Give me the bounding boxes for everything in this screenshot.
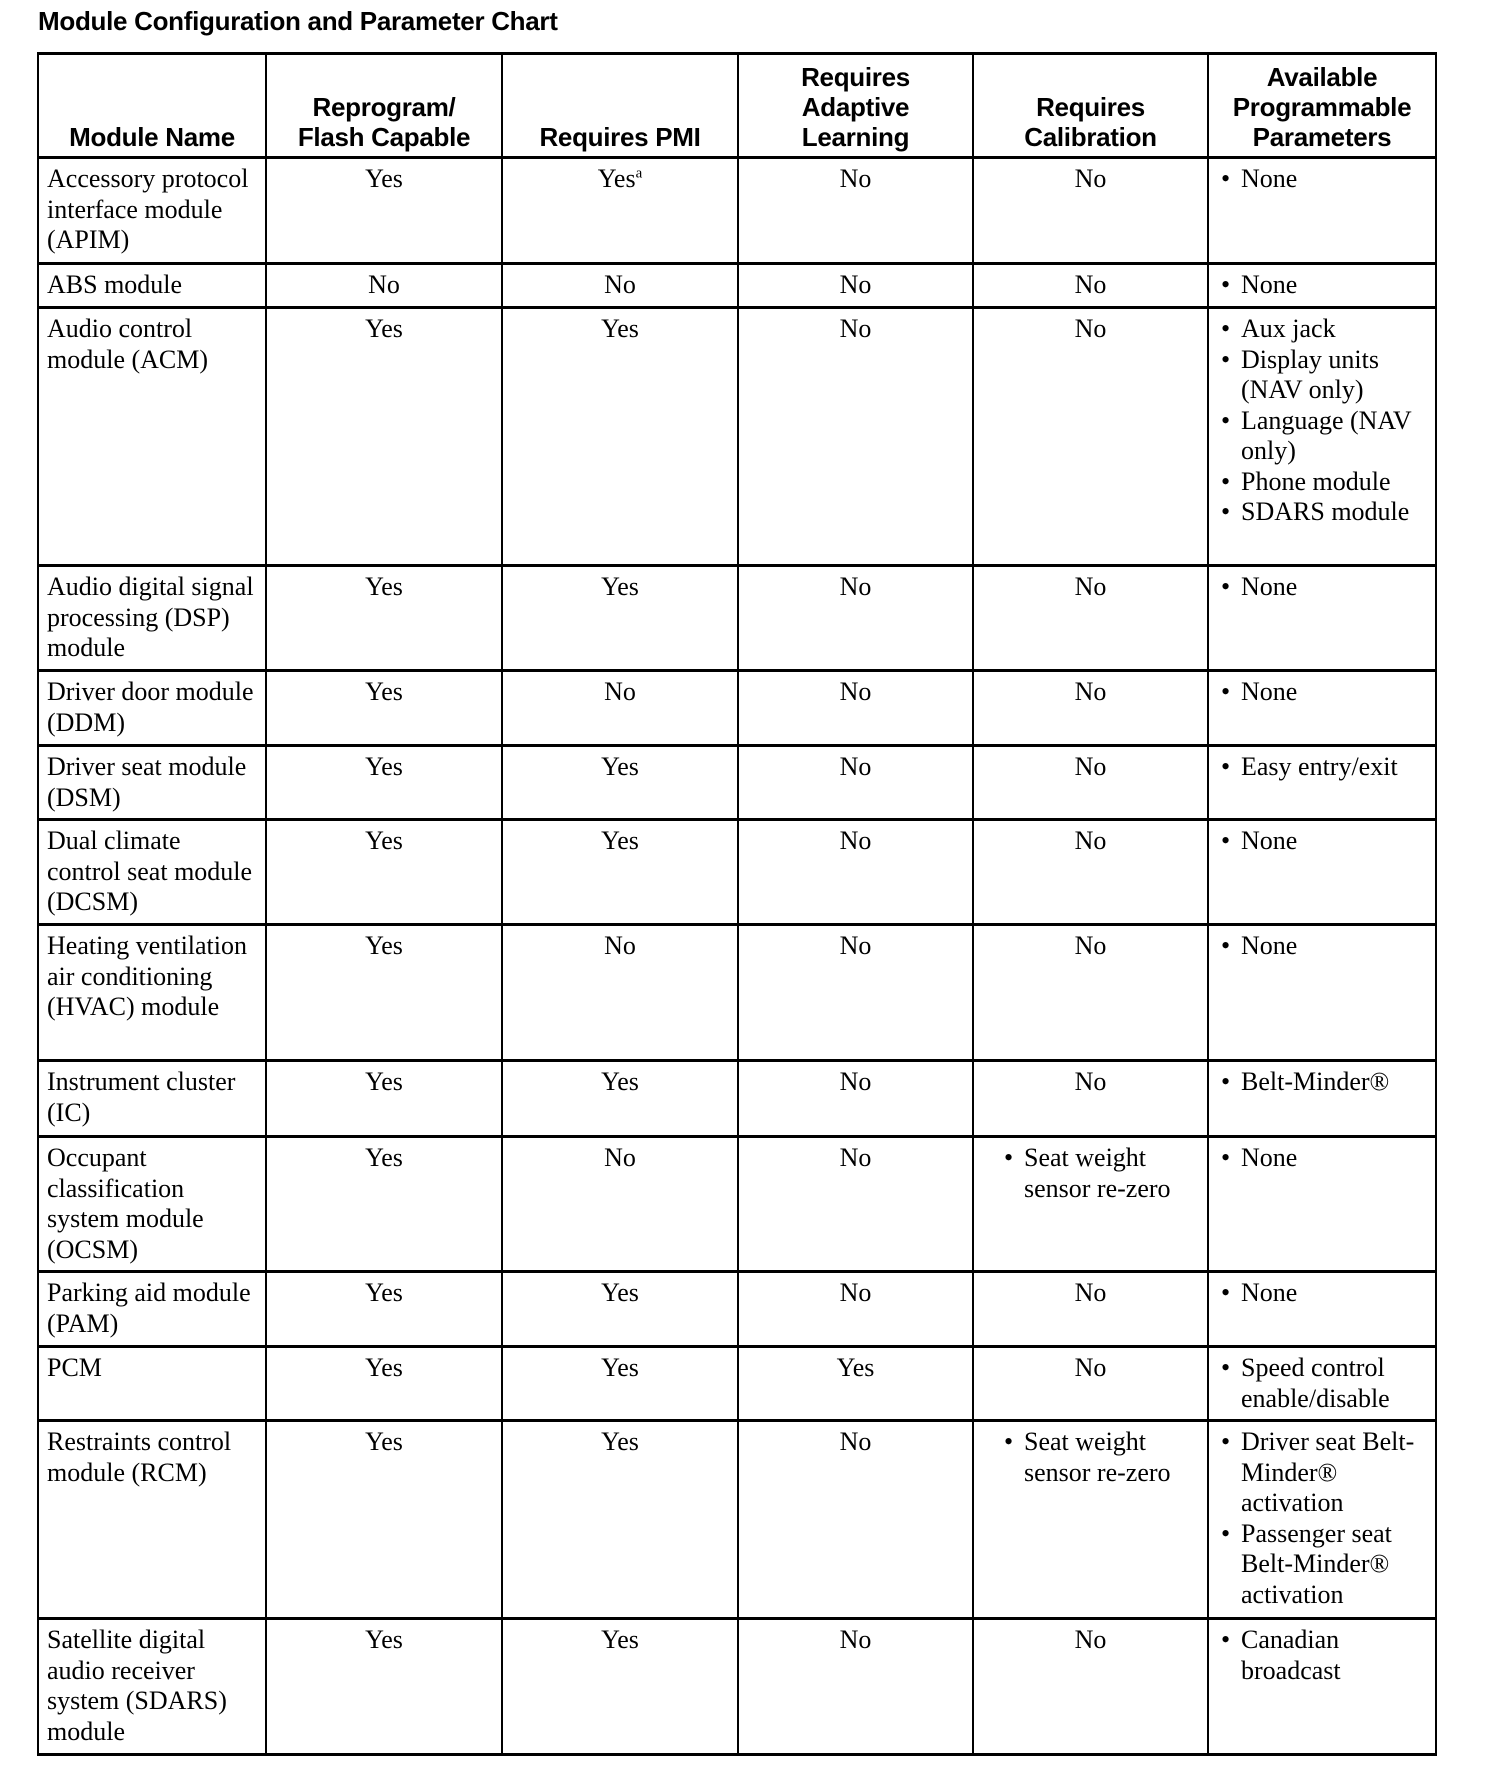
- table-row: [38, 1061, 1436, 1137]
- calibration-list: [1000, 1143, 1199, 1204]
- adaptive-learning-cell: No: [738, 1272, 973, 1347]
- parameter-item: • None: [1217, 931, 1427, 962]
- flash-capable-cell: Yes: [266, 925, 502, 1061]
- requires-pmi-cell: [502, 1137, 738, 1272]
- requires-pmi-cell: [502, 308, 738, 566]
- parameters-cell: [1208, 1421, 1436, 1619]
- table-row: [38, 1347, 1436, 1421]
- parameters-cell: [1208, 1347, 1436, 1421]
- header-adaptive-learning: Requires Adaptive Learning: [738, 54, 973, 158]
- table-row: [38, 1619, 1436, 1755]
- parameter-item: • None: [1217, 826, 1427, 857]
- flash-capable-cell: Yes: [266, 158, 502, 264]
- parameters-list: [1217, 1625, 1427, 1686]
- table-row: [38, 820, 1436, 925]
- adaptive-learning-cell: Yes: [738, 1347, 973, 1421]
- table-row: [38, 1272, 1436, 1347]
- parameters-cell: [1208, 820, 1436, 925]
- requires-pmi-value: Yes: [601, 826, 639, 855]
- module-name-cell: PCM: [38, 1347, 266, 1421]
- requires-pmi-cell: [502, 1272, 738, 1347]
- flash-capable-cell: Yes: [266, 1619, 502, 1755]
- requires-pmi-cell: [502, 1061, 738, 1137]
- adaptive-learning-cell: No: [738, 1137, 973, 1272]
- requires-pmi-cell: [502, 820, 738, 925]
- parameters-list: [1217, 931, 1427, 962]
- calibration-cell: No: [973, 158, 1208, 264]
- parameters-cell: [1208, 671, 1436, 746]
- flash-capable-cell: Yes: [266, 671, 502, 746]
- parameter-item: • Speed control enable/disable: [1217, 1353, 1427, 1414]
- table-row: [38, 158, 1436, 264]
- parameters-list: [1217, 826, 1427, 857]
- calibration-item: • Seat weight sensor re-zero: [1000, 1427, 1199, 1488]
- page-title: Module Configuration and Parameter Chart: [38, 6, 558, 36]
- flash-capable-cell: Yes: [266, 1137, 502, 1272]
- flash-capable-cell: Yes: [266, 746, 502, 820]
- requires-pmi-cell: [502, 1421, 738, 1619]
- parameters-cell: [1208, 1619, 1436, 1755]
- table-row: [38, 264, 1436, 308]
- table-row: [38, 566, 1436, 671]
- requires-pmi-value: Yes: [601, 1625, 639, 1654]
- parameters-list: [1217, 752, 1427, 783]
- module-name-cell: Audio control module (ACM): [38, 308, 266, 566]
- module-name-cell: Driver seat module (DSM): [38, 746, 266, 820]
- parameters-cell: [1208, 1137, 1436, 1272]
- calibration-list: [1000, 1427, 1199, 1488]
- module-name-cell: Accessory protocol interface module (APIM): [38, 158, 266, 264]
- parameters-cell: [1208, 264, 1436, 308]
- module-name-cell: Instrument cluster (IC): [38, 1061, 266, 1137]
- parameter-item: • Language (NAV only): [1217, 406, 1427, 467]
- flash-capable-cell: Yes: [266, 820, 502, 925]
- adaptive-learning-cell: No: [738, 925, 973, 1061]
- requires-pmi-value: No: [604, 1143, 636, 1172]
- parameters-list: [1217, 677, 1427, 708]
- calibration-cell: No: [973, 1061, 1208, 1137]
- table-header-row: [38, 54, 1436, 158]
- flash-capable-cell: Yes: [266, 1347, 502, 1421]
- parameters-list: [1217, 1353, 1427, 1414]
- module-name-cell: Dual climate control seat module (DCSM): [38, 820, 266, 925]
- module-name-cell: Satellite digital audio receiver system (SDARS) module: [38, 1619, 266, 1755]
- calibration-cell: No: [973, 566, 1208, 671]
- flash-capable-cell: Yes: [266, 566, 502, 671]
- requires-pmi-value: Yes: [601, 752, 639, 781]
- parameters-cell: [1208, 566, 1436, 671]
- adaptive-learning-cell: No: [738, 820, 973, 925]
- parameters-list: [1217, 164, 1427, 195]
- requires-pmi-cell: [502, 264, 738, 308]
- module-name-cell: ABS module: [38, 264, 266, 308]
- requires-pmi-value: Yes: [597, 164, 636, 193]
- calibration-cell: [973, 1421, 1208, 1619]
- table-row: [38, 1421, 1436, 1619]
- requires-pmi-value: No: [604, 270, 636, 299]
- flash-capable-cell: Yes: [266, 1421, 502, 1619]
- parameters-list: [1217, 572, 1427, 603]
- flash-capable-cell: Yes: [266, 1061, 502, 1137]
- parameter-item: • None: [1217, 1143, 1427, 1174]
- parameter-item: • Aux jack: [1217, 314, 1427, 345]
- calibration-cell: No: [973, 925, 1208, 1061]
- parameters-list: [1217, 1427, 1427, 1610]
- header-calibration: Requires Calibration: [973, 54, 1208, 158]
- flash-capable-cell: Yes: [266, 1272, 502, 1347]
- parameter-item: • Display units (NAV only): [1217, 345, 1427, 406]
- adaptive-learning-cell: No: [738, 1619, 973, 1755]
- calibration-cell: No: [973, 264, 1208, 308]
- module-name-cell: Audio digital signal processing (DSP) module: [38, 566, 266, 671]
- table-row: [38, 925, 1436, 1061]
- module-name-cell: Driver door module (DDM): [38, 671, 266, 746]
- header-flash-capable: Reprogram/ Flash Capable: [266, 54, 502, 158]
- requires-pmi-value: Yes: [601, 1278, 639, 1307]
- calibration-cell: No: [973, 308, 1208, 566]
- calibration-cell: No: [973, 1347, 1208, 1421]
- parameters-list: [1217, 314, 1427, 528]
- adaptive-learning-cell: No: [738, 1061, 973, 1137]
- table-row: [38, 308, 1436, 566]
- calibration-cell: [973, 1137, 1208, 1272]
- calibration-item: • Seat weight sensor re-zero: [1000, 1143, 1199, 1204]
- parameter-item: • Belt-Minder®: [1217, 1067, 1427, 1098]
- requires-pmi-value: No: [604, 931, 636, 960]
- parameters-cell: [1208, 1272, 1436, 1347]
- requires-pmi-cell: [502, 671, 738, 746]
- requires-pmi-cell: [502, 1347, 738, 1421]
- parameters-cell: [1208, 158, 1436, 264]
- requires-pmi-value: Yes: [601, 1427, 639, 1456]
- requires-pmi-value: Yes: [601, 1353, 639, 1382]
- header-module-name: Module Name: [38, 54, 266, 158]
- parameter-item: • Easy entry/exit: [1217, 752, 1427, 783]
- parameters-cell: [1208, 746, 1436, 820]
- footnote-marker: a: [635, 165, 643, 182]
- parameters-cell: [1208, 308, 1436, 566]
- parameter-item: • None: [1217, 677, 1427, 708]
- calibration-cell: No: [973, 746, 1208, 820]
- parameters-list: [1217, 1067, 1427, 1098]
- adaptive-learning-cell: No: [738, 566, 973, 671]
- calibration-cell: No: [973, 1272, 1208, 1347]
- parameter-item: • SDARS module: [1217, 497, 1427, 528]
- table-row: [38, 671, 1436, 746]
- module-name-cell: Heating ventilation air conditioning (HVAC) module: [38, 925, 266, 1061]
- requires-pmi-cell: [502, 158, 738, 264]
- requires-pmi-cell: [502, 925, 738, 1061]
- requires-pmi-value: Yes: [601, 1067, 639, 1096]
- requires-pmi-value: Yes: [601, 572, 639, 601]
- adaptive-learning-cell: No: [738, 746, 973, 820]
- parameter-item: • Phone module: [1217, 467, 1427, 498]
- parameters-cell: [1208, 1061, 1436, 1137]
- requires-pmi-value: No: [604, 677, 636, 706]
- parameters-cell: [1208, 925, 1436, 1061]
- table-row: [38, 746, 1436, 820]
- adaptive-learning-cell: No: [738, 158, 973, 264]
- calibration-cell: No: [973, 1619, 1208, 1755]
- module-name-cell: Occupant classification system module (OCSM): [38, 1137, 266, 1272]
- requires-pmi-value: Yes: [601, 314, 639, 343]
- calibration-cell: No: [973, 671, 1208, 746]
- parameter-item: • Passenger seat Belt-Minder® activation: [1217, 1519, 1427, 1611]
- parameter-item: • None: [1217, 1278, 1427, 1309]
- adaptive-learning-cell: No: [738, 671, 973, 746]
- header-programmable-parameters: Available Programmable Parameters: [1208, 54, 1436, 158]
- table-row: [38, 1137, 1436, 1272]
- module-name-cell: Parking aid module (PAM): [38, 1272, 266, 1347]
- parameters-list: [1217, 1278, 1427, 1309]
- parameter-item: • Driver seat Belt-Minder® activation: [1217, 1427, 1427, 1519]
- adaptive-learning-cell: No: [738, 1421, 973, 1619]
- parameter-item: • None: [1217, 572, 1427, 603]
- requires-pmi-cell: [502, 566, 738, 671]
- requires-pmi-cell: [502, 1619, 738, 1755]
- adaptive-learning-cell: No: [738, 308, 973, 566]
- flash-capable-cell: No: [266, 264, 502, 308]
- flash-capable-cell: Yes: [266, 308, 502, 566]
- parameters-list: [1217, 1143, 1427, 1174]
- parameter-item: • Canadian broadcast: [1217, 1625, 1427, 1686]
- parameters-list: [1217, 270, 1427, 301]
- adaptive-learning-cell: No: [738, 264, 973, 308]
- calibration-cell: No: [973, 820, 1208, 925]
- parameter-item: • None: [1217, 270, 1427, 301]
- header-requires-pmi: Requires PMI: [502, 54, 738, 158]
- module-name-cell: Restraints control module (RCM): [38, 1421, 266, 1619]
- parameter-item: • None: [1217, 164, 1427, 195]
- module-configuration-table: [37, 52, 1437, 1756]
- requires-pmi-cell: [502, 746, 738, 820]
